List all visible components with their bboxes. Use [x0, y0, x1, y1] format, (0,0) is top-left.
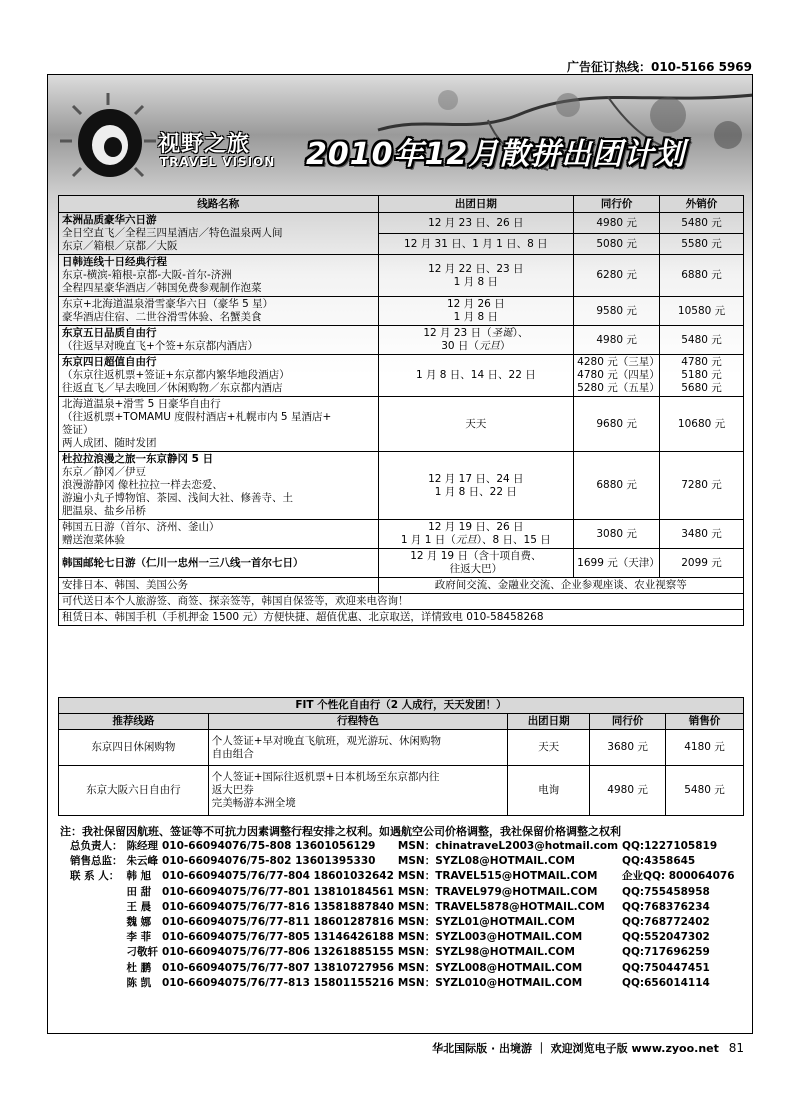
route-cell: 韩国邮轮七日游（仁川一忠州一三八线一首尔七日） — [59, 549, 379, 578]
table-row — [59, 397, 744, 452]
col-retail-price-header: 外销价 — [660, 196, 744, 213]
fit-col-feature-header: 行程特色 — [208, 714, 508, 730]
contact-qq: QQ:4358645 — [622, 855, 696, 868]
date-cell: 天天 — [378, 397, 574, 452]
price-line: 5680 元 — [681, 382, 722, 394]
col-trade-price-header: 同行价 — [574, 196, 660, 213]
contact-msn: MSN：TRAVEL5878@HOTMAIL.COM — [397, 900, 605, 913]
route-line: 东京+北海道温泉滑雪豪华六日（豪华 5 星） — [62, 298, 274, 310]
retail-price-cell — [660, 355, 744, 397]
contact-qq: QQ:768376234 — [622, 900, 710, 913]
trade-price-cell: 1699 元（天津） — [574, 549, 660, 578]
contact-role — [68, 945, 125, 960]
route-line: 东京／静冈／伊豆 — [62, 466, 146, 478]
trade-price-cell: 9680 元 — [574, 397, 660, 452]
route-cell — [59, 326, 379, 355]
trade-price-cell: 4980 元 — [574, 213, 660, 234]
col-route-header: 线路名称 — [59, 196, 379, 213]
feature-line: 完美畅游本洲全境 — [211, 797, 296, 809]
route-line: 东京-横滨-箱根-京都-大阪-首尔-济洲 — [62, 269, 232, 281]
route-cell — [59, 520, 379, 549]
contact-name: 陈经理 — [126, 840, 158, 852]
date-cell — [378, 326, 574, 355]
fit-route-cell: 东京大阪六日自由行 — [59, 766, 209, 816]
trade-price-cell: 3080 元 — [574, 520, 660, 549]
contact-name: 魏 娜 — [126, 916, 152, 929]
page-number: 81 — [728, 1041, 744, 1055]
date-line — [382, 327, 571, 340]
table-row — [59, 766, 744, 816]
route-cell — [59, 397, 379, 452]
contact-phone: 010-66094075/76/77-811 18601287816 — [162, 916, 394, 929]
table-row — [59, 355, 744, 397]
date-cell — [378, 255, 574, 297]
route-line: 赠送泡菜体验 — [62, 534, 125, 546]
contact-phone: 010-66094076/75-802 13601395330 — [162, 855, 376, 868]
route-line: 游遍小丸子博物馆、茶园、浅间大社、修善寺、土 — [62, 492, 293, 504]
route-line: 两人成团、随时发团 — [62, 437, 157, 449]
fit-col-trade-price-header: 同行价 — [590, 714, 666, 730]
contact-qq: QQ:1227105819 — [622, 840, 718, 852]
holiday-text: 元旦 — [455, 534, 477, 546]
tour-schedule-table — [58, 195, 744, 626]
fit-feature-cell — [208, 730, 508, 766]
table-row — [59, 594, 744, 610]
table-row — [59, 610, 744, 626]
table-row — [59, 255, 744, 297]
date-cell — [378, 452, 574, 520]
date-text: ） — [499, 340, 511, 352]
contact-name: 刁敬轩 — [126, 946, 158, 959]
date-cell — [378, 297, 574, 326]
route-cell — [59, 255, 379, 297]
route-cell — [59, 213, 379, 255]
contact-qq: QQ:750447451 — [622, 961, 710, 974]
contact-row — [68, 900, 737, 915]
brand-name-en: TRAVEL VISION — [160, 155, 276, 169]
date-line: 1 月 8 日 — [453, 311, 499, 323]
route-line: 韩国五日游（首尔、济州、釜山） — [62, 521, 220, 533]
fit-route-cell: 东京四日休闲购物 — [59, 730, 209, 766]
contact-phone: 010-66094075/76/77-801 13810184561 — [162, 885, 394, 898]
date-line: 往返大巴） — [449, 563, 503, 575]
retail-price-cell: 10680 元 — [660, 397, 744, 452]
retail-price-cell: 5480 元 — [660, 213, 744, 234]
date-line — [382, 340, 571, 353]
contact-msn: MSN：chinatraveL2003@hotmail.com — [397, 840, 619, 852]
route-line: 签证） — [62, 424, 94, 436]
contact-name: 杜 鹏 — [126, 961, 152, 974]
route-line: 豪华酒店住宿、二世谷滑雪体验、名蟹美食 — [62, 311, 262, 323]
fit-table — [58, 697, 744, 816]
retail-price-cell: 10580 元 — [660, 297, 744, 326]
retail-price-cell: 5580 元 — [660, 234, 744, 255]
holiday-text: 圣诞 — [491, 327, 513, 339]
table-row — [59, 297, 744, 326]
trade-price-cell: 6880 元 — [574, 452, 660, 520]
table-row — [59, 730, 744, 766]
date-line: 12 月 19 日、26 日 — [428, 521, 524, 533]
price-line: 4780 元 — [681, 356, 722, 368]
contact-name: 陈 凯 — [126, 976, 152, 989]
retail-price-cell: 7280 元 — [660, 452, 744, 520]
contact-name: 田 甜 — [126, 885, 152, 898]
contact-qq: QQ:656014114 — [622, 976, 710, 989]
date-text: 1 月 1 日（ — [400, 534, 456, 546]
contact-qq: QQ:768772402 — [622, 916, 710, 929]
contact-row — [68, 885, 737, 900]
holiday-text: 元旦 — [478, 340, 500, 352]
route-name: 本洲品质豪华六日游 — [62, 214, 157, 226]
contact-role — [68, 930, 125, 945]
retail-price-cell: 3480 元 — [660, 520, 744, 549]
date-text: ）、 — [512, 327, 529, 339]
fit-col-date-header: 出团日期 — [508, 714, 590, 730]
contact-role — [68, 961, 125, 976]
route-name: 杜拉拉浪漫之旅一东京静冈 5 日 — [62, 453, 214, 465]
contact-qq: QQ:717696259 — [622, 946, 710, 959]
fit-header-row — [59, 714, 744, 730]
date-cell: 12 月 31 日、1 月 1 日、8 日 — [378, 234, 574, 255]
price-line: 4780 元（四星） — [577, 369, 660, 381]
page-footer — [432, 1040, 744, 1056]
route-name: 东京四日超值自由行 — [62, 356, 157, 368]
business-trip-detail-cell: 政府间交流、金融业交流、企业参观座谈、农业视察等 — [378, 578, 744, 594]
brand-name-cn: 视野之旅 — [158, 132, 251, 157]
retail-price-cell: 5480 元 — [660, 326, 744, 355]
date-cell: 1 月 8 日、14 日、22 日 — [378, 355, 574, 397]
contact-qq: 企业QQ: 800064076 — [622, 870, 735, 883]
date-cell: 12 月 23 日、26 日 — [378, 213, 574, 234]
date-line: 12 月 26 日 — [446, 298, 505, 310]
flyer-frame — [47, 74, 753, 1034]
contact-row — [68, 869, 737, 884]
disclaimer-note: 注：我社保留因航班、签证等不可抗力因素调整行程安排之权利。如遇航空公司价格调整，我社保留价格调整之权利 — [60, 825, 621, 838]
contact-role: 联 系 人： — [70, 870, 120, 883]
feature-line: 个人签证+国际往返机票+日本机场至东京都内往 — [211, 771, 440, 783]
route-cell — [59, 355, 379, 397]
contact-row — [68, 961, 737, 976]
fit-date-cell: 天天 — [508, 730, 590, 766]
route-name: 东京五日品质自由行 — [62, 327, 157, 339]
route-line: （往返早对晚直飞+个签+东京都内酒店） — [62, 340, 259, 352]
contact-phone: 010-66094075/76/77-813 15801155216 — [162, 976, 394, 989]
price-line: 5280 元（五星） — [577, 382, 660, 394]
fit-col-route-header: 推荐线路 — [59, 714, 209, 730]
date-line: 12 月 19 日（含十项自费、 — [410, 550, 542, 562]
route-line: 东京／箱根／京都／大阪 — [62, 240, 178, 252]
trade-price-cell: 5080 元 — [574, 234, 660, 255]
fit-col-retail-price-header: 销售价 — [666, 714, 744, 730]
route-line: 全程四星豪华酒店／韩国免费参观制作泡菜 — [62, 282, 262, 294]
contact-phone: 010-66094076/75-808 13601056129 — [162, 840, 376, 852]
contact-msn: MSN：TRAVEL515@HOTMAIL.COM — [397, 870, 598, 883]
phone-rental-cell: 租赁日本、韩国手机（手机押金 1500 元）方便快捷、超值优惠、北京取送，详情致电 010-58458268 — [59, 610, 744, 626]
fit-trade-price-cell: 4980 元 — [590, 766, 666, 816]
page-title: 2010年12月散拼出团计划 — [306, 137, 686, 172]
table-row — [59, 520, 744, 549]
contact-row — [68, 915, 737, 930]
contact-row — [68, 976, 737, 991]
fit-retail-price-cell: 4180 元 — [666, 730, 744, 766]
contact-row — [68, 945, 737, 960]
contact-role — [68, 915, 125, 930]
fit-title-row — [59, 698, 744, 714]
price-line: 4280 元（三星） — [577, 356, 660, 368]
feature-line: 自由组合 — [211, 747, 254, 760]
contact-msn: MSN：SYZL98@HOTMAIL.COM — [397, 946, 575, 959]
contact-role — [68, 885, 125, 900]
trade-price-cell — [574, 355, 660, 397]
retail-price-cell: 2099 元 — [660, 549, 744, 578]
date-text: ）、8 日、15 日 — [476, 534, 551, 546]
contact-name: 王 晨 — [126, 900, 152, 913]
date-line — [382, 534, 571, 547]
contact-qq: QQ:755458958 — [622, 885, 710, 898]
trade-price-cell: 6280 元 — [574, 255, 660, 297]
route-cell — [59, 297, 379, 326]
fit-trade-price-cell: 3680 元 — [590, 730, 666, 766]
contact-name: 李 菲 — [126, 931, 152, 944]
contact-msn: MSN：SYZL08@HOTMAIL.COM — [397, 855, 575, 868]
price-line: 5180 元 — [681, 369, 722, 381]
date-line: 12 月 17 日、24 日 — [428, 472, 524, 485]
route-cell — [59, 452, 379, 520]
contact-msn: MSN：SYZL01@HOTMAIL.COM — [397, 916, 575, 929]
fit-feature-cell — [208, 766, 508, 816]
contact-phone: 010-66094075/76/77-804 18601032642 — [162, 870, 394, 883]
contact-role: 总负责人： — [70, 840, 123, 852]
table-row — [59, 326, 744, 355]
trade-price-cell: 9580 元 — [574, 297, 660, 326]
route-line: 往返直飞／早去晚回／休闲购物／东京都内酒店 — [62, 382, 283, 394]
table-row — [59, 549, 744, 578]
table-row — [59, 213, 744, 234]
business-trip-cell: 安排日本、韩国、美国公务 — [59, 578, 379, 594]
contact-msn: MSN：SYZL003@HOTMAIL.COM — [397, 931, 583, 944]
contact-qq: QQ:552047302 — [622, 931, 710, 944]
route-line: 浪漫游静冈 像杜拉拉一样去恋爱、 — [62, 479, 223, 491]
route-line: 肥温泉、盐乡吊桥 — [62, 505, 146, 517]
fit-title: FIT 个性化自由行（2 人成行，天天发团！） — [59, 698, 744, 714]
contact-msn: MSN：SYZL010@HOTMAIL.COM — [397, 976, 583, 989]
contact-msn: MSN：SYZL008@HOTMAIL.COM — [397, 961, 583, 974]
visa-service-cell: 可代送日本个人旅游签、商签、探亲签等，韩国自保签等，欢迎来电咨询！ — [59, 594, 744, 610]
retail-price-cell: 6880 元 — [660, 255, 744, 297]
contact-role — [68, 976, 125, 991]
contact-row — [68, 839, 737, 854]
date-line: 1 月 8 日、22 日 — [434, 485, 517, 498]
table-header-row — [59, 196, 744, 213]
date-text: 30 日（ — [441, 340, 479, 352]
col-date-header: 出团日期 — [378, 196, 574, 213]
route-line: 北海道温泉+滑雪 5 日豪华自由行 — [62, 398, 221, 410]
route-name: 日韩连线十日经典行程 — [62, 256, 167, 268]
date-cell — [378, 549, 574, 578]
contact-row — [68, 854, 737, 869]
date-text: 12 月 23 日（ — [423, 327, 492, 339]
contact-phone: 010-66094075/76/77-807 13810727956 — [162, 961, 394, 974]
fit-date-cell: 电询 — [508, 766, 590, 816]
trade-price-cell: 4980 元 — [574, 326, 660, 355]
contact-phone: 010-66094075/76/77-805 13146426188 — [162, 931, 394, 944]
route-line: （东京往返机票+签证+东京都内繁华地段酒店） — [62, 369, 290, 381]
date-line: 12 月 22 日、23 日 — [428, 262, 524, 275]
feature-line: 个人签证+早对晚直飞航班，观光游玩、休闲购物 — [211, 734, 442, 747]
contact-role: 销售总监： — [70, 855, 123, 868]
contact-row — [68, 930, 737, 945]
contact-list — [68, 839, 737, 991]
table-row — [59, 452, 744, 520]
contact-phone: 010-66094075/76/77-816 13581887840 — [162, 900, 394, 913]
contact-name: 韩 旭 — [126, 870, 152, 883]
ad-hotline: 广告征订热线：010-5166 5969 — [566, 60, 752, 74]
route-line: （往返机票+TOMAMU 度假村酒店+札幌市内 5 星酒店+ — [62, 411, 332, 423]
travel-vision-logo-icon — [58, 91, 158, 191]
date-line: 1 月 8 日 — [453, 275, 499, 288]
route-line: 全日空直飞／全程三四星酒店／特色温泉两人间 — [62, 227, 283, 239]
feature-line: 返大巴券 — [211, 784, 254, 796]
contact-role — [68, 900, 125, 915]
contact-phone: 010-66094075/76/77-806 13261885155 — [162, 946, 394, 959]
table-row — [59, 578, 744, 594]
fit-retail-price-cell: 5480 元 — [666, 766, 744, 816]
contact-name: 朱云峰 — [126, 855, 158, 868]
contact-msn: MSN：TRAVEL979@HOTMAIL.COM — [397, 885, 598, 898]
footer-text: 华北国际版 · 出境游 ｜ 欢迎浏览电子版 www.zyoo.net — [432, 1042, 719, 1055]
date-cell — [378, 520, 574, 549]
